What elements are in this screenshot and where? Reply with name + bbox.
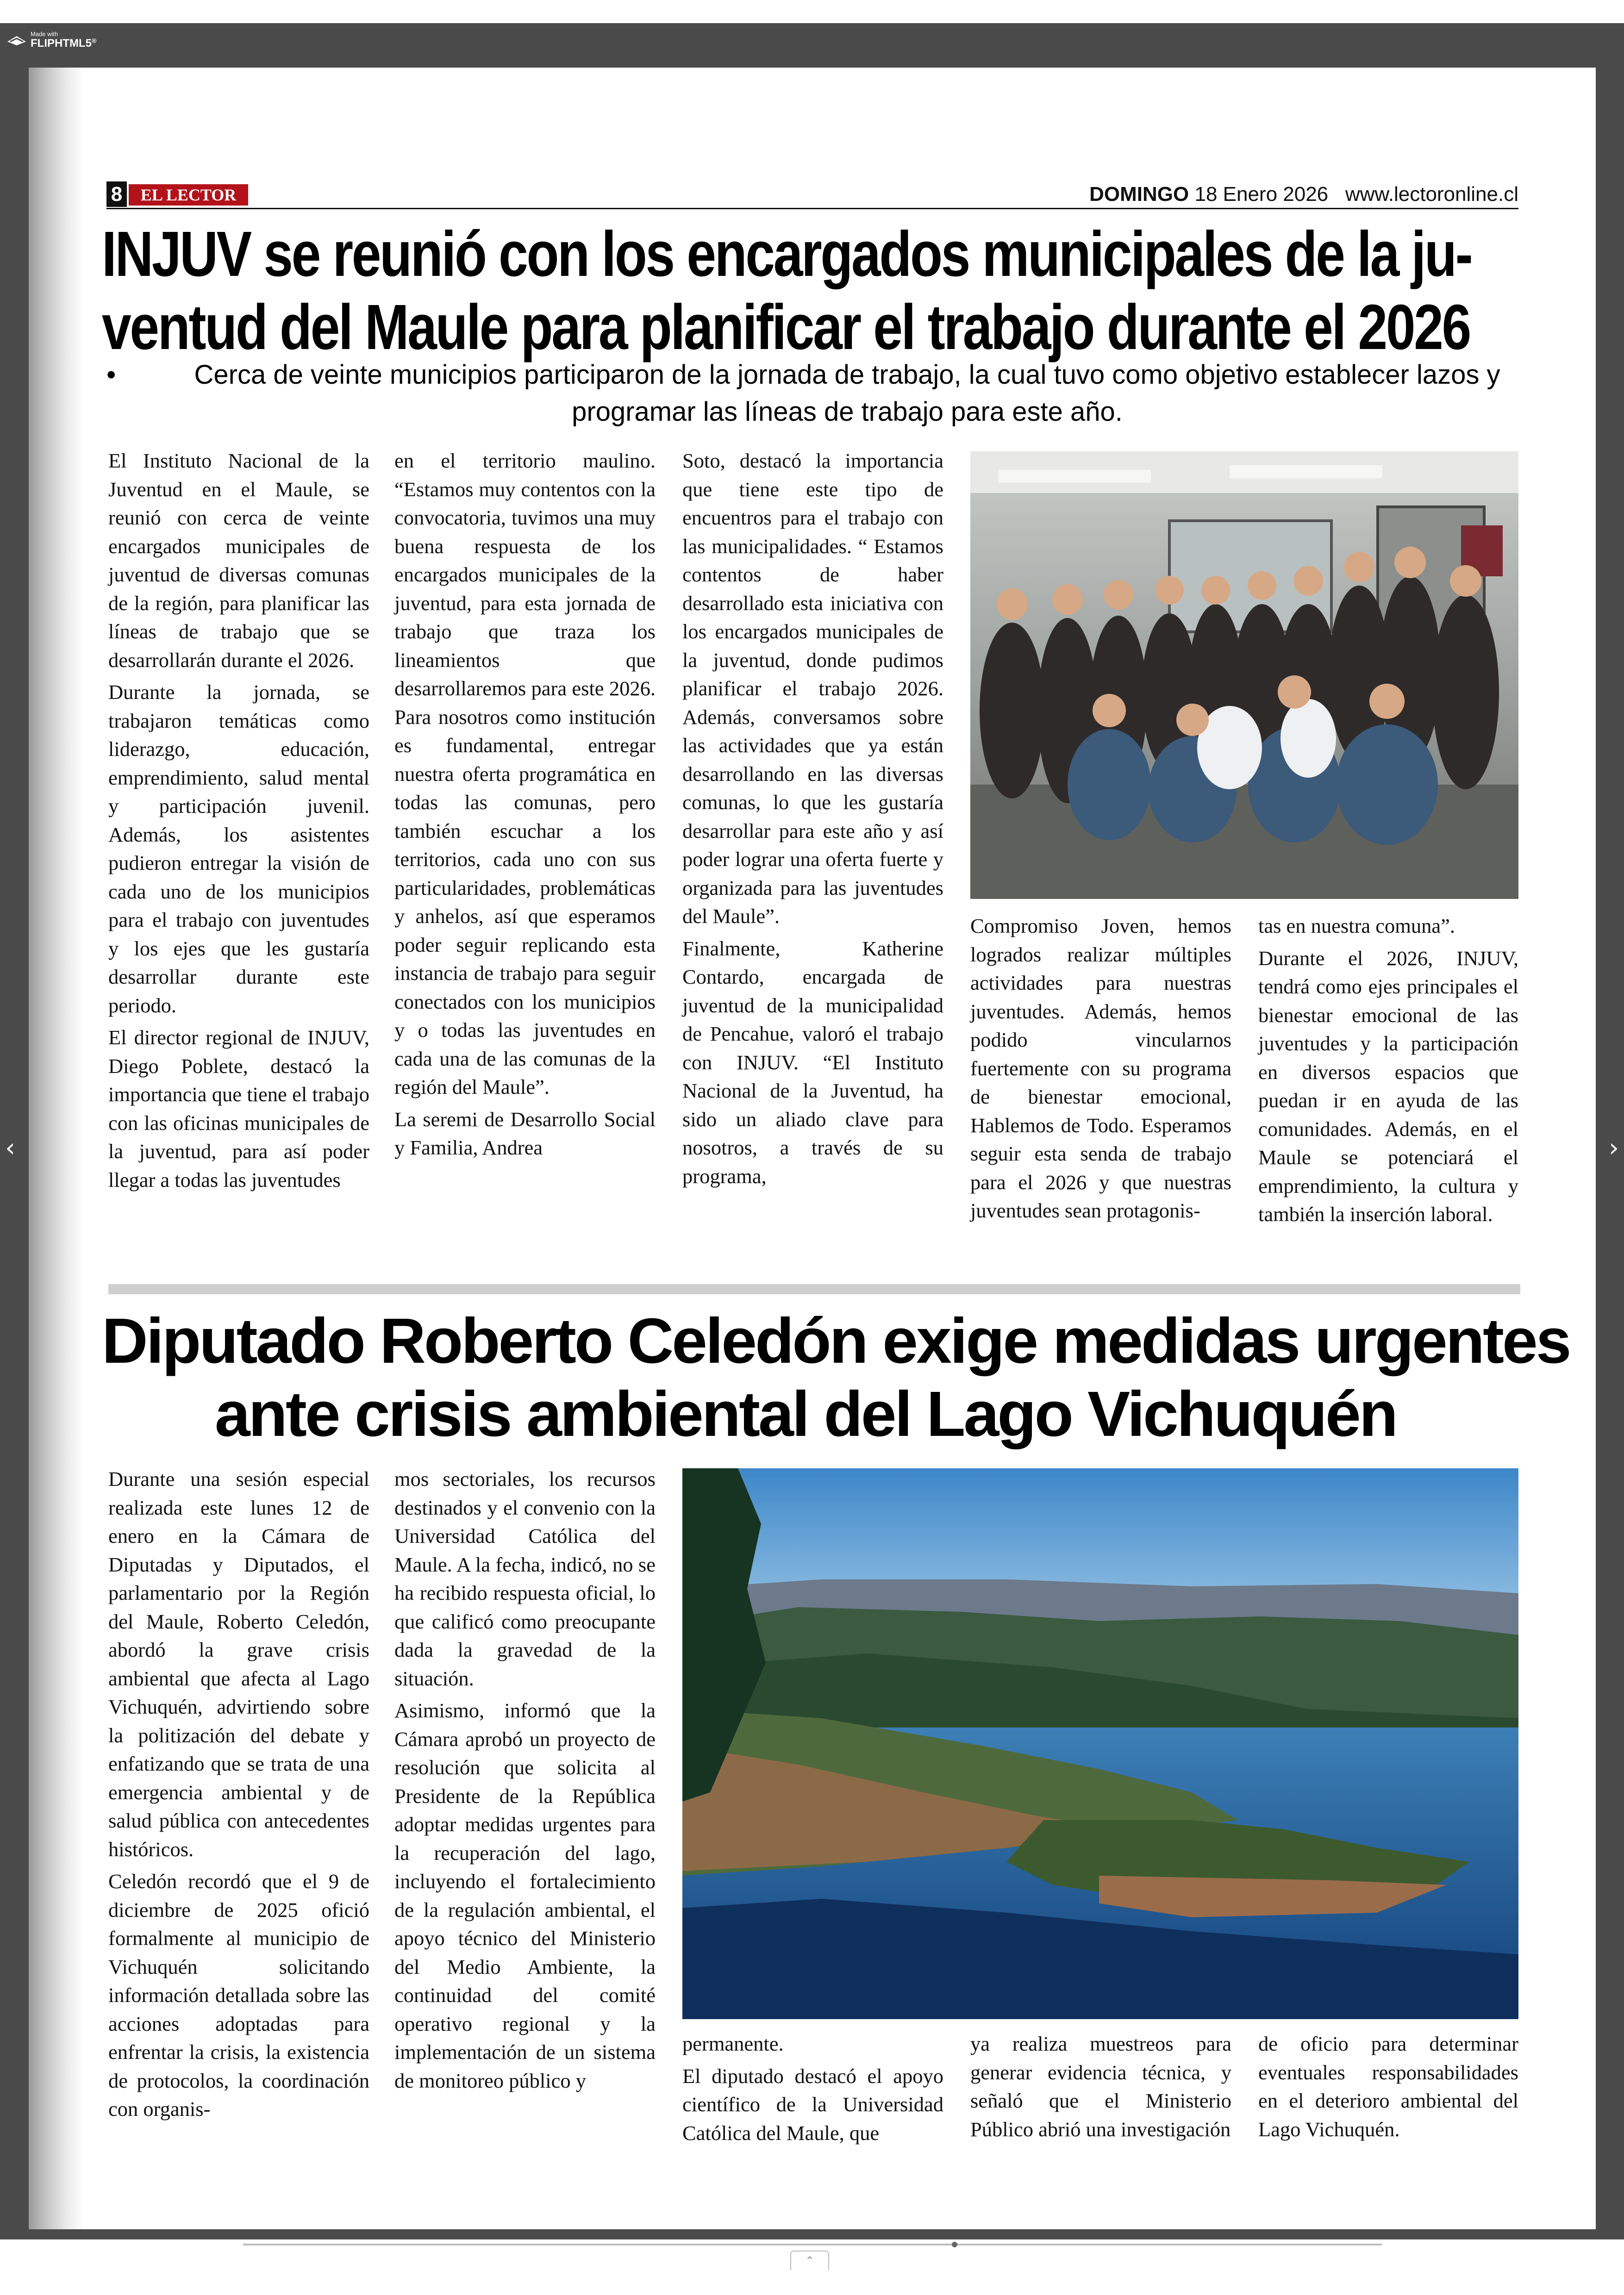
chevron-up-icon: ⌃: [805, 2254, 815, 2267]
article2-headline-line1: Diputado Roberto Celedón exige medidas urgentes: [102, 1305, 1570, 1377]
thumbnail-toggle-button[interactable]: [790, 2251, 829, 2270]
article2-paragraph: mos sectoriales, los recursos destinados y el convenio con la Universidad Católica del Maule. A la fecha, indicó, no se ha recibido respuesta oficial, lo que calificó como preocupante dada la gravedad de la situación.: [394, 1467, 656, 1690]
article1-column-1: [108, 447, 369, 1198]
article2-paragraph: ya realiza muestreos para generar evidencia técnica, y señaló que el Ministerio Público abrió una investigación: [970, 2032, 1231, 2141]
fliphtml5-logo-icon: [6, 33, 27, 47]
article2-column-3: [682, 2030, 943, 2151]
article1-headline-line2: ventud del Maule para planificar el trabajo durante el 2026: [102, 292, 1470, 363]
header-rule: [106, 208, 1518, 209]
article1-headline: [102, 218, 1471, 364]
article2-paragraph: de oficio para determinar eventuales responsabilidades en el deterioro ambiental del Lago Vichuquén.: [1258, 2032, 1518, 2141]
brand-made-with: Made with: [31, 31, 58, 37]
article1-group-photo: [970, 451, 1518, 899]
header-dateline: [1089, 181, 1518, 207]
page-number: 8: [106, 181, 127, 207]
article1-paragraph: El Instituto Nacional de la Juventud en el Maule, se reunió con cerca de veinte encargados municipales de juventud de diversas comunas de la región, para planificar las líneas de trabajo que se desarrollarán durante el 2026.: [108, 449, 369, 672]
article2-paragraph: Durante una sesión especial realizada este lunes 12 de enero en la Cámara de Diputadas y Diputados, el parlamentario por la Región del Maule, Roberto Celedón, abordó la grave crisis ambiental que afecta al Lago Vichuquén, advirtiendo sobre la politización del debate y enfatizando que se trata de una emergencia ambiental y de salud pública con antecedentes históricos.: [108, 1467, 369, 1861]
article1-paragraph: La seremi de Desarrollo Social y Familia, Andrea: [394, 1107, 656, 1159]
article-divider: [108, 1284, 1520, 1294]
article1-paragraph: Durante el 2026, INJUV, tendrá como ejes principales el bienestar emocional de las juventudes y la participación en diversos espacios que puedan ir en ayuda de las comunidades. Además, en el Maule se potenciará el emprendimiento, la cultura y también la inserción laboral.: [1258, 946, 1518, 1226]
article1-paragraph: Durante la jornada, se trabajaron temáticas como liderazgo, educación, emprendimiento, salud mental y participación juvenil. Además, los asistentes pudieron entregar la visión de cada uno de los municipios para el trabajo con juventudes y los ejes que les gustaría desarrollar durante este periodo.: [108, 680, 369, 1017]
article2-headline-line2: ante crisis ambiental del Lago Vichuquén: [214, 1378, 1397, 1450]
page-header: [106, 181, 1518, 207]
article1-column-4: [970, 912, 1231, 1229]
article1-column-3: [682, 447, 943, 1194]
masthead-logo: EL LECTOR: [129, 184, 248, 206]
article1-paragraph: tas en nuestra comuna”.: [1258, 914, 1455, 937]
article2-column-2: [394, 1465, 656, 2099]
article2-paragraph: permanente.: [682, 2032, 784, 2055]
header-day: DOMINGO: [1089, 183, 1189, 206]
article1-paragraph: Soto, destacó la importancia que tiene este tipo de encuentros para el trabajo con las municipalidades. “ Estamos contentos de haber desarrollado esta iniciativa con los encargados municipales de la juventud, donde pudimos planificar el trabajo 2026. Además, conversamos sobre las actividades que ya están desarrollando en las diversas comunas, lo que les gustaría desarrollar para este año y así poder lograr una oferta fuerte y organizada para las juventudes del Maule”.: [682, 449, 943, 928]
article2-headline: [102, 1304, 1570, 1451]
header-date: 18 Enero 2026: [1194, 183, 1329, 206]
page-progress-handle[interactable]: [952, 2242, 957, 2247]
article2-paragraph: El diputado destacó el apoyo científico de la Universidad Católica del Maule, que: [682, 2064, 943, 2145]
article1-paragraph: Finalmente, Katherine Contardo, encargada de juventud de la municipalidad de Pencahue, valoró el trabajo con INJUV. “El Instituto Nacional de la Juventud, ha sido un aliado clave para nosotros, a través de su programa,: [682, 936, 943, 1188]
article1-column-5: [1258, 912, 1518, 1233]
article2-column-5: [1258, 2030, 1518, 2147]
article2-lake-photo: [682, 1468, 1518, 2019]
article2-paragraph: Celedón recordó que el 9 de diciembre de 2025 ofició formalmente al municipio de Vichuquén solicitando información detallada sobre las acciones adoptadas para enfrentar la crisis, la existencia de protocolos, la coordinación con organis-: [108, 1870, 369, 2120]
article1-subheadline-text: Cerca de veinte municipios participaron de la jornada de trabajo, la cual tuvo como objetivo establecer lazos y programar las líneas de trabajo para este año.: [194, 360, 1500, 427]
page-binding-shadow: [29, 68, 84, 2229]
header-website: www.lectoronline.cl: [1345, 183, 1518, 206]
article1-column-2: [394, 447, 656, 1166]
viewer-top-bar: [0, 0, 1624, 23]
chevron-left-icon: ‹: [5, 1133, 15, 1162]
page-progress-track[interactable]: [243, 2244, 1382, 2245]
article1-headline-line1: INJUV se reunió con los encargados municipales de la ju-: [102, 218, 1472, 290]
previous-page-button[interactable]: [1, 1129, 19, 1166]
article2-paragraph: Asimismo, informó que la Cámara aprobó un proyecto de resolución que solicita al Presidente de la República adoptar medidas urgentes para la recuperación del lago, incluyendo el fortalecimiento de la regulación ambiental, el apoyo técnico del Ministerio del Medio Ambiente, la continuidad del comité operativo regional y la implementación de un sistema de monitoreo público y: [394, 1699, 656, 2092]
article2-column-1: [108, 1465, 369, 2127]
article1-paragraph: Compromiso Joven, hemos logrados realizar múltiples actividades para nuestras juventudes. Además, hemos podido vincularnos fuertemente con su programa de bienestar emocional, Hablemos de Todo. Esperamos seguir esta senda de trabajo para el 2026 y que nuestras juventudes sean protagonis-: [970, 914, 1231, 1222]
chevron-right-icon: ›: [1609, 1133, 1619, 1162]
article2-column-4: [970, 2030, 1231, 2147]
article1-paragraph: en el territorio maulino. “Estamos muy contentos con la convocatoria, tuvimos una muy buena respuesta de los encargados municipales de la juventud, para esta jornada de trabajo que traza los lineamientos que desarrollaremos para este 2026. Para nosotros como institución es fundamental, entregar nuestra oferta programática en todas las comunas, pero también escuchar a los territorios, cada uno con sus particularidades, problemáticas y anhelos, así que esperamos poder seguir replicando esta instancia de trabajo para seguir conectados con los municipios y o todas las juventudes en cada una de las comunas de la región del Maule”.: [394, 449, 656, 1098]
brand-name: FLIPHTML5®: [31, 37, 97, 50]
article1-paragraph: El director regional de INJUV, Diego Poblete, destacó la importancia que tiene el trabajo con las oficinas municipales de la juventud, para así poder llegar a todas las juventudes: [108, 1026, 369, 1191]
next-page-button[interactable]: [1605, 1129, 1623, 1166]
bullet-icon: •: [106, 360, 116, 390]
